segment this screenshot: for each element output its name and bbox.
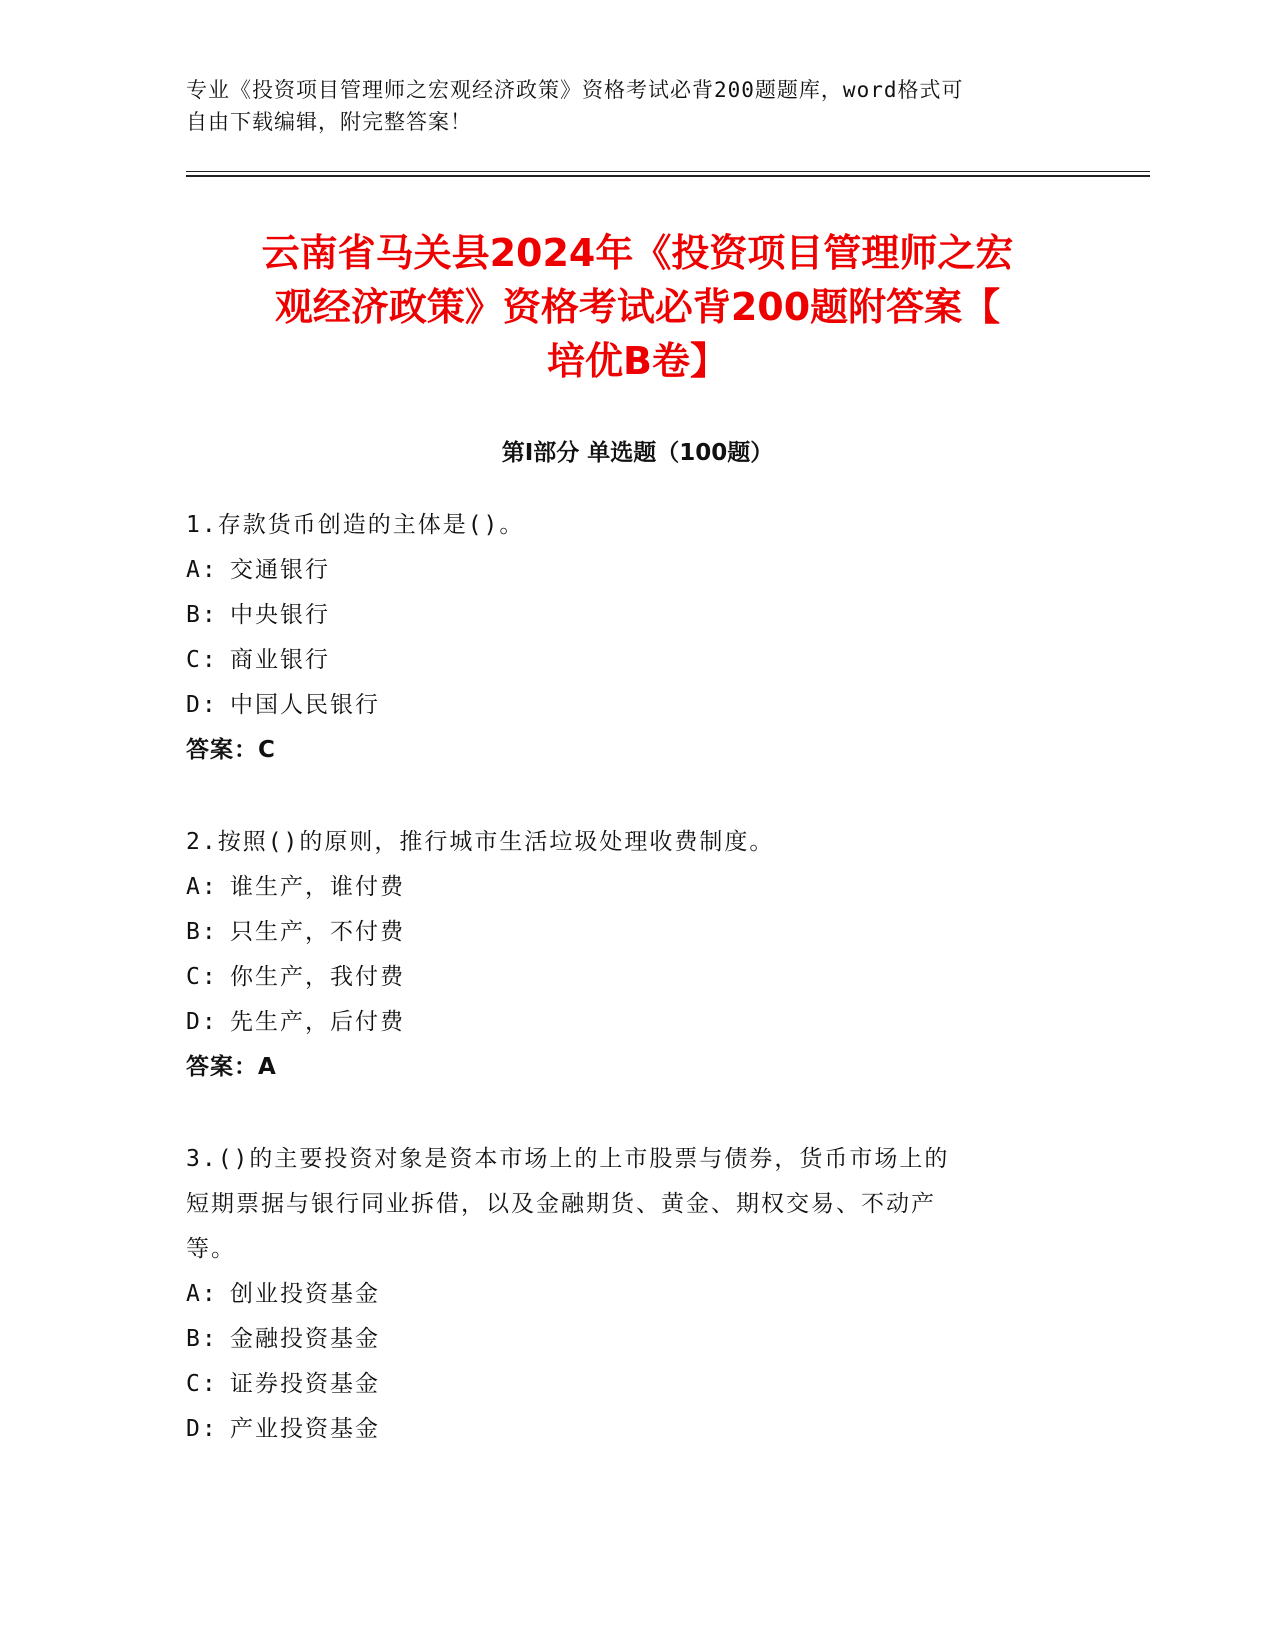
question-stem: 1.存款货币创造的主体是()。	[186, 512, 525, 538]
option-letter: A:	[186, 874, 218, 900]
option-text: 谁生产，谁付费	[230, 874, 405, 900]
option-text: 你生产，我付费	[230, 964, 405, 990]
option-b	[186, 1317, 1066, 1362]
option-text: 产业投资基金	[230, 1416, 380, 1442]
question-1	[186, 503, 1066, 773]
option-c	[186, 1362, 1066, 1407]
header-rule-thick	[186, 175, 1150, 177]
title-line-1: 云南省马关县2024年《投资项目管理师之宏	[261, 231, 1014, 275]
option-text: 中央银行	[230, 602, 330, 628]
document-title	[160, 226, 1115, 388]
option-letter: D:	[186, 1009, 218, 1035]
option-letter: C:	[186, 964, 218, 990]
option-text: 金融投资基金	[230, 1326, 380, 1352]
intro-line-1: 专业《投资项目管理师之宏观经济政策》资格考试必背200题题库，word格式可	[186, 78, 964, 102]
option-letter: B:	[186, 602, 218, 628]
option-letter: B:	[186, 1326, 218, 1352]
option-text: 只生产，不付费	[230, 919, 405, 945]
option-b	[186, 910, 1066, 955]
option-text: 创业投资基金	[230, 1281, 380, 1307]
option-letter: D:	[186, 1416, 218, 1442]
option-a	[186, 1272, 1066, 1317]
title-line-3: 培优B卷】	[547, 339, 728, 383]
option-d	[186, 1407, 1066, 1452]
intro-line-2: 自由下载编辑，附完整答案！	[186, 110, 472, 134]
question-2	[186, 820, 1066, 1090]
option-c	[186, 638, 1066, 683]
option-letter: C:	[186, 1371, 218, 1397]
option-letter: A:	[186, 1281, 218, 1307]
header-rule-thin	[186, 171, 1150, 172]
option-a	[186, 548, 1066, 593]
option-d	[186, 1000, 1066, 1045]
option-text: 先生产，后付费	[230, 1009, 405, 1035]
question-stem-line-1: 3.()的主要投资对象是资本市场上的上市股票与债券，货币市场上的	[186, 1146, 950, 1172]
option-a	[186, 865, 1066, 910]
question-stem: 2.按照()的原则，推行城市生活垃圾处理收费制度。	[186, 829, 775, 855]
option-letter: C:	[186, 647, 218, 673]
option-c	[186, 955, 1066, 1000]
option-text: 交通银行	[230, 557, 330, 583]
intro-text	[186, 74, 1066, 138]
section-heading: 第Ⅰ部分 单选题（100题）	[501, 440, 774, 466]
title-line-2: 观经济政策》资格考试必背200题附答案【	[274, 285, 1001, 329]
answer-line: 答案：C	[186, 737, 276, 763]
option-d	[186, 683, 1066, 728]
option-text: 中国人民银行	[230, 692, 380, 718]
question-stem-line-2: 短期票据与银行同业拆借，以及金融期货、黄金、期权交易、不动产	[186, 1191, 936, 1217]
option-letter: A:	[186, 557, 218, 583]
question-3	[186, 1137, 1066, 1452]
option-text: 商业银行	[230, 647, 330, 673]
option-letter: B:	[186, 919, 218, 945]
option-text: 证券投资基金	[230, 1371, 380, 1397]
option-letter: D:	[186, 692, 218, 718]
answer-line: 答案：A	[186, 1054, 277, 1080]
option-b	[186, 593, 1066, 638]
question-stem-line-3: 等。	[186, 1236, 236, 1262]
